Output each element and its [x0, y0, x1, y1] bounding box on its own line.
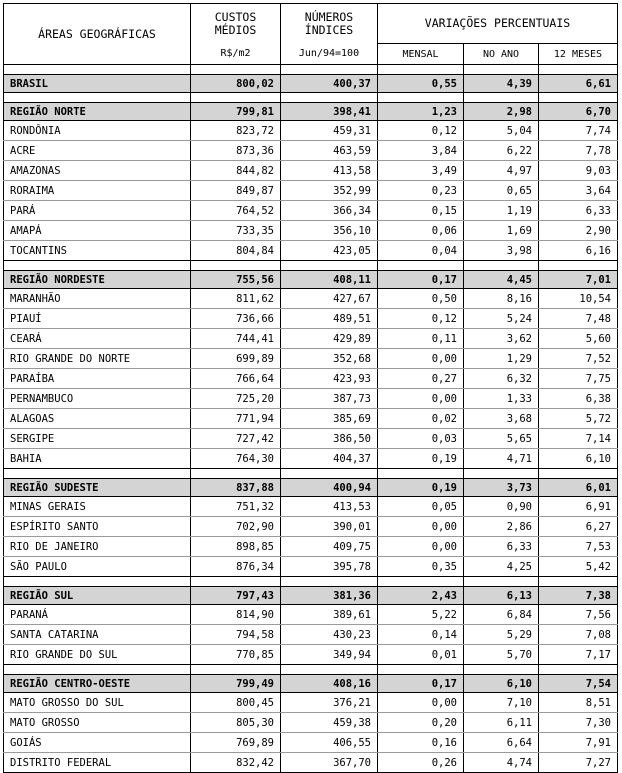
- state-variacao-mensal: 0,35: [378, 557, 464, 577]
- spacer-cell: [4, 577, 191, 587]
- state-numero-indice: 390,01: [281, 517, 378, 537]
- spacer-row: [4, 577, 618, 587]
- spacer-row: [4, 65, 618, 75]
- header-12-meses: 12 MESES: [539, 44, 618, 65]
- state-custo-medio: 702,90: [191, 517, 281, 537]
- state-variacao-mensal: 0,01: [378, 645, 464, 665]
- region-area-name: REGIÃO NORTE: [4, 103, 191, 121]
- state-row: [4, 221, 618, 241]
- state-variacao-mensal: 0,15: [378, 201, 464, 221]
- state-custo-medio: 805,30: [191, 713, 281, 733]
- spacer-cell: [4, 65, 191, 75]
- construction-costs-table: [3, 3, 618, 773]
- region-numero-indice: 408,16: [281, 675, 378, 693]
- state-variacao-no-ano: 7,10: [464, 693, 539, 713]
- state-variacao-mensal: 0,04: [378, 241, 464, 261]
- state-custo-medio: 751,32: [191, 497, 281, 517]
- spacer-row: [4, 261, 618, 271]
- state-variacao-12-meses: 7,17: [539, 645, 618, 665]
- state-variacao-mensal: 0,50: [378, 289, 464, 309]
- spacer-cell: [4, 469, 191, 479]
- state-custo-medio: 794,58: [191, 625, 281, 645]
- region-variacao-no-ano: 2,98: [464, 103, 539, 121]
- state-numero-indice: 413,58: [281, 161, 378, 181]
- region-variacao-mensal: 2,43: [378, 587, 464, 605]
- state-row: [4, 369, 618, 389]
- state-variacao-mensal: 0,00: [378, 389, 464, 409]
- state-row: [4, 289, 618, 309]
- spacer-cell: [4, 261, 191, 271]
- state-variacao-no-ano: 1,33: [464, 389, 539, 409]
- spacer-cell: [378, 65, 464, 75]
- state-row: [4, 753, 618, 773]
- region-variacao-mensal: 0,17: [378, 271, 464, 289]
- region-numero-indice: 408,11: [281, 271, 378, 289]
- state-variacao-12-meses: 7,30: [539, 713, 618, 733]
- state-variacao-no-ano: 3,68: [464, 409, 539, 429]
- region-row: [4, 675, 618, 693]
- spacer-cell: [378, 261, 464, 271]
- state-custo-medio: 725,20: [191, 389, 281, 409]
- state-area-name: ACRE: [4, 141, 191, 161]
- state-custo-medio: 898,85: [191, 537, 281, 557]
- state-area-name: BAHIA: [4, 449, 191, 469]
- state-row: [4, 605, 618, 625]
- region-numero-indice: 400,94: [281, 479, 378, 497]
- state-area-name: SERGIPE: [4, 429, 191, 449]
- state-area-name: ALAGOAS: [4, 409, 191, 429]
- state-row: [4, 121, 618, 141]
- spacer-cell: [378, 665, 464, 675]
- state-numero-indice: 423,05: [281, 241, 378, 261]
- region-numero-indice: 381,36: [281, 587, 378, 605]
- region-custo-medio: 837,88: [191, 479, 281, 497]
- state-row: [4, 517, 618, 537]
- state-numero-indice: 395,78: [281, 557, 378, 577]
- state-custo-medio: 744,41: [191, 329, 281, 349]
- spacer-cell: [191, 261, 281, 271]
- spacer-cell: [378, 577, 464, 587]
- state-custo-medio: 800,45: [191, 693, 281, 713]
- state-numero-indice: 376,21: [281, 693, 378, 713]
- spacer-cell: [191, 577, 281, 587]
- state-custo-medio: 814,90: [191, 605, 281, 625]
- region-variacao-no-ano: 4,39: [464, 75, 539, 93]
- region-variacao-no-ano: 4,45: [464, 271, 539, 289]
- state-numero-indice: 413,53: [281, 497, 378, 517]
- state-variacao-mensal: 0,14: [378, 625, 464, 645]
- state-custo-medio: 832,42: [191, 753, 281, 773]
- state-numero-indice: 367,70: [281, 753, 378, 773]
- state-row: [4, 537, 618, 557]
- region-row: [4, 103, 618, 121]
- state-variacao-mensal: 5,22: [378, 605, 464, 625]
- state-variacao-12-meses: 7,56: [539, 605, 618, 625]
- header-custos-line2: MÉDIOS: [214, 22, 257, 37]
- state-area-name: PIAUÍ: [4, 309, 191, 329]
- region-custo-medio: 797,43: [191, 587, 281, 605]
- region-variacao-mensal: 1,23: [378, 103, 464, 121]
- state-area-name: GOIÁS: [4, 733, 191, 753]
- state-variacao-no-ano: 1,19: [464, 201, 539, 221]
- state-variacao-12-meses: 6,16: [539, 241, 618, 261]
- state-variacao-12-meses: 7,78: [539, 141, 618, 161]
- region-row: [4, 271, 618, 289]
- state-numero-indice: 430,23: [281, 625, 378, 645]
- state-area-name: MARANHÃO: [4, 289, 191, 309]
- state-variacao-12-meses: 6,10: [539, 449, 618, 469]
- state-custo-medio: 727,42: [191, 429, 281, 449]
- state-variacao-mensal: 0,20: [378, 713, 464, 733]
- state-variacao-mensal: 0,26: [378, 753, 464, 773]
- state-variacao-mensal: 0,23: [378, 181, 464, 201]
- state-variacao-12-meses: 7,75: [539, 369, 618, 389]
- spacer-cell: [281, 469, 378, 479]
- state-custo-medio: 764,30: [191, 449, 281, 469]
- state-variacao-mensal: 0,00: [378, 349, 464, 369]
- state-custo-medio: 769,89: [191, 733, 281, 753]
- state-numero-indice: 349,94: [281, 645, 378, 665]
- state-custo-medio: 736,66: [191, 309, 281, 329]
- state-area-name: ESPÍRITO SANTO: [4, 517, 191, 537]
- spacer-cell: [539, 261, 618, 271]
- state-custo-medio: 823,72: [191, 121, 281, 141]
- state-variacao-no-ano: 5,70: [464, 645, 539, 665]
- spacer-cell: [191, 665, 281, 675]
- state-area-name: PARANÁ: [4, 605, 191, 625]
- state-variacao-mensal: 0,00: [378, 693, 464, 713]
- state-area-name: MATO GROSSO DO SUL: [4, 693, 191, 713]
- state-row: [4, 733, 618, 753]
- state-variacao-no-ano: 4,74: [464, 753, 539, 773]
- region-variacao-mensal: 0,55: [378, 75, 464, 93]
- region-variacao-no-ano: 3,73: [464, 479, 539, 497]
- state-variacao-12-meses: 6,33: [539, 201, 618, 221]
- state-numero-indice: 356,10: [281, 221, 378, 241]
- state-area-name: SÃO PAULO: [4, 557, 191, 577]
- state-variacao-12-meses: 8,51: [539, 693, 618, 713]
- state-numero-indice: 459,31: [281, 121, 378, 141]
- state-row: [4, 713, 618, 733]
- state-numero-indice: 429,89: [281, 329, 378, 349]
- region-variacao-no-ano: 6,13: [464, 587, 539, 605]
- state-row: [4, 449, 618, 469]
- state-variacao-no-ano: 6,33: [464, 537, 539, 557]
- spacer-cell: [539, 577, 618, 587]
- state-variacao-no-ano: 6,32: [464, 369, 539, 389]
- header-numeros-line2: ÍNDICES: [304, 22, 354, 37]
- state-numero-indice: 352,99: [281, 181, 378, 201]
- state-area-name: TOCANTINS: [4, 241, 191, 261]
- state-custo-medio: 699,89: [191, 349, 281, 369]
- state-variacao-mensal: 0,27: [378, 369, 464, 389]
- state-row: [4, 389, 618, 409]
- state-numero-indice: 387,73: [281, 389, 378, 409]
- state-variacao-mensal: 3,84: [378, 141, 464, 161]
- state-variacao-no-ano: 0,65: [464, 181, 539, 201]
- state-numero-indice: 352,68: [281, 349, 378, 369]
- state-variacao-12-meses: 2,90: [539, 221, 618, 241]
- state-variacao-mensal: 0,00: [378, 517, 464, 537]
- state-variacao-no-ano: 6,11: [464, 713, 539, 733]
- header-variacoes: VARIAÇÕES PERCENTUAIS: [378, 4, 618, 44]
- state-numero-indice: 459,38: [281, 713, 378, 733]
- state-variacao-mensal: 0,05: [378, 497, 464, 517]
- header-numeros-unit: Jun/94=100: [281, 44, 378, 65]
- spacer-cell: [4, 665, 191, 675]
- region-area-name: REGIÃO CENTRO-OESTE: [4, 675, 191, 693]
- state-variacao-12-meses: 7,14: [539, 429, 618, 449]
- state-numero-indice: 386,50: [281, 429, 378, 449]
- region-variacao-mensal: 0,19: [378, 479, 464, 497]
- state-variacao-mensal: 0,16: [378, 733, 464, 753]
- header-mensal: MENSAL: [378, 44, 464, 65]
- spacer-cell: [281, 577, 378, 587]
- state-area-name: RORAIMA: [4, 181, 191, 201]
- state-variacao-12-meses: 7,27: [539, 753, 618, 773]
- spacer-cell: [464, 665, 539, 675]
- header-custos-line1: CUSTOS: [214, 9, 257, 24]
- region-row: [4, 75, 618, 93]
- state-variacao-12-meses: 9,03: [539, 161, 618, 181]
- table-body: [4, 65, 618, 773]
- state-row: [4, 349, 618, 369]
- state-variacao-12-meses: 5,72: [539, 409, 618, 429]
- spacer-cell: [281, 665, 378, 675]
- state-variacao-mensal: 0,06: [378, 221, 464, 241]
- state-row: [4, 497, 618, 517]
- state-variacao-mensal: 0,02: [378, 409, 464, 429]
- state-area-name: PARÁ: [4, 201, 191, 221]
- state-variacao-12-meses: 5,42: [539, 557, 618, 577]
- state-numero-indice: 385,69: [281, 409, 378, 429]
- region-area-name: REGIÃO SUDESTE: [4, 479, 191, 497]
- region-numero-indice: 398,41: [281, 103, 378, 121]
- state-variacao-no-ano: 1,69: [464, 221, 539, 241]
- state-row: [4, 557, 618, 577]
- state-variacao-mensal: 0,11: [378, 329, 464, 349]
- state-row: [4, 645, 618, 665]
- region-variacao-12-meses: 7,01: [539, 271, 618, 289]
- region-custo-medio: 799,49: [191, 675, 281, 693]
- region-area-name: REGIÃO NORDESTE: [4, 271, 191, 289]
- region-custo-medio: 799,81: [191, 103, 281, 121]
- region-area-name: BRASIL: [4, 75, 191, 93]
- state-variacao-no-ano: 6,22: [464, 141, 539, 161]
- spacer-cell: [378, 469, 464, 479]
- state-row: [4, 409, 618, 429]
- region-custo-medio: 800,02: [191, 75, 281, 93]
- state-area-name: RIO GRANDE DO SUL: [4, 645, 191, 665]
- spacer-row: [4, 665, 618, 675]
- spacer-cell: [464, 93, 539, 103]
- spacer-row: [4, 93, 618, 103]
- state-variacao-no-ano: 4,71: [464, 449, 539, 469]
- spacer-cell: [539, 665, 618, 675]
- state-variacao-no-ano: 3,98: [464, 241, 539, 261]
- state-variacao-12-meses: 7,74: [539, 121, 618, 141]
- state-variacao-no-ano: 4,97: [464, 161, 539, 181]
- header-areas: ÁREAS GEOGRÁFICAS: [4, 4, 191, 65]
- header-custos: [191, 4, 281, 44]
- state-area-name: SANTA CATARINA: [4, 625, 191, 645]
- state-variacao-mensal: 0,12: [378, 121, 464, 141]
- spacer-cell: [539, 469, 618, 479]
- state-row: [4, 141, 618, 161]
- state-variacao-no-ano: 2,86: [464, 517, 539, 537]
- state-variacao-mensal: 3,49: [378, 161, 464, 181]
- header-numeros-line1: NÚMEROS: [304, 9, 354, 24]
- state-custo-medio: 844,82: [191, 161, 281, 181]
- spacer-cell: [539, 93, 618, 103]
- state-variacao-no-ano: 5,04: [464, 121, 539, 141]
- spacer-cell: [4, 93, 191, 103]
- region-variacao-12-meses: 6,01: [539, 479, 618, 497]
- state-variacao-12-meses: 3,64: [539, 181, 618, 201]
- spacer-cell: [464, 469, 539, 479]
- state-custo-medio: 849,87: [191, 181, 281, 201]
- state-numero-indice: 406,55: [281, 733, 378, 753]
- spacer-cell: [539, 65, 618, 75]
- region-row: [4, 479, 618, 497]
- region-row: [4, 587, 618, 605]
- state-row: [4, 201, 618, 221]
- state-area-name: RIO GRANDE DO NORTE: [4, 349, 191, 369]
- state-variacao-no-ano: 0,90: [464, 497, 539, 517]
- spacer-cell: [281, 261, 378, 271]
- state-variacao-12-meses: 7,91: [539, 733, 618, 753]
- spacer-cell: [191, 93, 281, 103]
- spacer-cell: [464, 577, 539, 587]
- state-area-name: AMAPÁ: [4, 221, 191, 241]
- region-custo-medio: 755,56: [191, 271, 281, 289]
- state-custo-medio: 811,62: [191, 289, 281, 309]
- state-custo-medio: 771,94: [191, 409, 281, 429]
- region-variacao-12-meses: 6,70: [539, 103, 618, 121]
- state-custo-medio: 873,36: [191, 141, 281, 161]
- state-numero-indice: 463,59: [281, 141, 378, 161]
- state-variacao-no-ano: 5,29: [464, 625, 539, 645]
- region-variacao-12-meses: 7,38: [539, 587, 618, 605]
- state-variacao-mensal: 0,19: [378, 449, 464, 469]
- state-numero-indice: 404,37: [281, 449, 378, 469]
- state-custo-medio: 766,64: [191, 369, 281, 389]
- state-row: [4, 181, 618, 201]
- state-variacao-12-meses: 7,52: [539, 349, 618, 369]
- spacer-cell: [281, 65, 378, 75]
- state-variacao-12-meses: 7,08: [539, 625, 618, 645]
- state-variacao-12-meses: 6,91: [539, 497, 618, 517]
- state-custo-medio: 733,35: [191, 221, 281, 241]
- state-custo-medio: 804,84: [191, 241, 281, 261]
- state-variacao-12-meses: 5,60: [539, 329, 618, 349]
- state-variacao-12-meses: 7,48: [539, 309, 618, 329]
- state-area-name: CEARÁ: [4, 329, 191, 349]
- state-numero-indice: 389,61: [281, 605, 378, 625]
- state-variacao-mensal: 0,00: [378, 537, 464, 557]
- state-row: [4, 329, 618, 349]
- state-numero-indice: 489,51: [281, 309, 378, 329]
- header-custos-unit: R$/m2: [191, 44, 281, 65]
- state-variacao-12-meses: 6,27: [539, 517, 618, 537]
- state-row: [4, 161, 618, 181]
- state-row: [4, 241, 618, 261]
- state-area-name: RIO DE JANEIRO: [4, 537, 191, 557]
- state-numero-indice: 427,67: [281, 289, 378, 309]
- state-area-name: AMAZONAS: [4, 161, 191, 181]
- state-variacao-no-ano: 5,24: [464, 309, 539, 329]
- state-variacao-12-meses: 10,54: [539, 289, 618, 309]
- state-variacao-no-ano: 8,16: [464, 289, 539, 309]
- state-variacao-no-ano: 4,25: [464, 557, 539, 577]
- spacer-cell: [191, 469, 281, 479]
- state-custo-medio: 770,85: [191, 645, 281, 665]
- region-numero-indice: 400,37: [281, 75, 378, 93]
- state-variacao-mensal: 0,12: [378, 309, 464, 329]
- state-area-name: DISTRITO FEDERAL: [4, 753, 191, 773]
- header-numeros: [281, 4, 378, 44]
- spacer-cell: [281, 93, 378, 103]
- state-custo-medio: 764,52: [191, 201, 281, 221]
- spacer-cell: [464, 65, 539, 75]
- state-numero-indice: 409,75: [281, 537, 378, 557]
- state-area-name: PERNAMBUCO: [4, 389, 191, 409]
- state-area-name: PARAÍBA: [4, 369, 191, 389]
- spacer-cell: [464, 261, 539, 271]
- state-variacao-no-ano: 5,65: [464, 429, 539, 449]
- state-numero-indice: 366,34: [281, 201, 378, 221]
- state-numero-indice: 423,93: [281, 369, 378, 389]
- state-variacao-mensal: 0,03: [378, 429, 464, 449]
- region-variacao-no-ano: 6,10: [464, 675, 539, 693]
- region-variacao-12-meses: 7,54: [539, 675, 618, 693]
- header-row-top: [4, 4, 618, 44]
- state-row: [4, 309, 618, 329]
- state-variacao-no-ano: 1,29: [464, 349, 539, 369]
- region-variacao-mensal: 0,17: [378, 675, 464, 693]
- region-variacao-12-meses: 6,61: [539, 75, 618, 93]
- header-no-ano: NO ANO: [464, 44, 539, 65]
- spacer-cell: [191, 65, 281, 75]
- state-area-name: RONDÔNIA: [4, 121, 191, 141]
- state-variacao-12-meses: 7,53: [539, 537, 618, 557]
- region-area-name: REGIÃO SUL: [4, 587, 191, 605]
- state-row: [4, 693, 618, 713]
- state-row: [4, 625, 618, 645]
- state-variacao-no-ano: 6,64: [464, 733, 539, 753]
- spacer-row: [4, 469, 618, 479]
- spacer-cell: [378, 93, 464, 103]
- state-area-name: MATO GROSSO: [4, 713, 191, 733]
- state-custo-medio: 876,34: [191, 557, 281, 577]
- state-area-name: MINAS GERAIS: [4, 497, 191, 517]
- state-variacao-no-ano: 3,62: [464, 329, 539, 349]
- state-row: [4, 429, 618, 449]
- state-variacao-12-meses: 6,38: [539, 389, 618, 409]
- state-variacao-no-ano: 6,84: [464, 605, 539, 625]
